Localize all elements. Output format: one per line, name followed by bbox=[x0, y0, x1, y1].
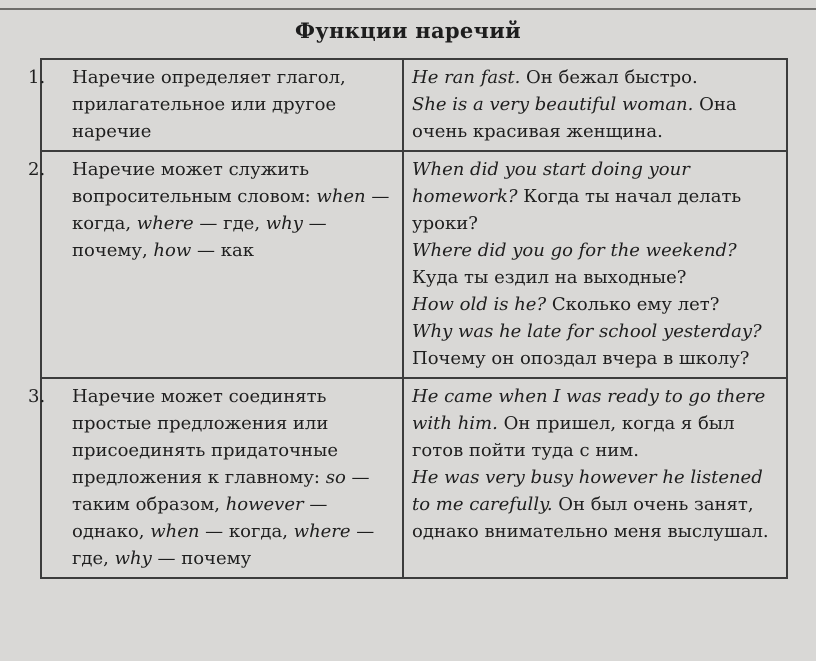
table-row bbox=[41, 59, 787, 151]
function-description: Наречие может соединять простые предложения или присоединять придаточные предложения к главному: bbox=[72, 386, 339, 488]
adverb-translation: — таким образом, bbox=[72, 467, 370, 515]
top-rule bbox=[0, 8, 816, 10]
function-description-cell bbox=[28, 378, 403, 578]
adverb-translation: — однако, bbox=[72, 494, 328, 542]
example-russian: Он был очень занят, однако внимательно меня выслушал. bbox=[412, 494, 769, 542]
example-english: He ran fast. bbox=[412, 67, 521, 88]
example-english: When did you start doing your homework? bbox=[412, 159, 690, 207]
table-row bbox=[41, 378, 787, 578]
example bbox=[412, 291, 778, 318]
adverb-term: why bbox=[265, 213, 303, 234]
example-english: She is a very beautiful woman. bbox=[412, 94, 694, 115]
example-english: He came when I was ready to go there with him. bbox=[412, 386, 766, 434]
examples-cell bbox=[403, 151, 787, 378]
adverb-translation: — где, bbox=[193, 213, 266, 234]
adverb-term: how bbox=[153, 240, 192, 261]
example-russian: Сколько ему лет? bbox=[546, 294, 720, 315]
example-russian: Он пришел, когда я был готов пойти туда с ним. bbox=[412, 413, 735, 461]
example-russian: Он бежал быстро. bbox=[520, 67, 698, 88]
functions-table bbox=[28, 58, 788, 579]
adverb-translation: — где, bbox=[72, 521, 375, 569]
function-description: Наречие определяет глагол, прилагательное или другое наречие bbox=[72, 67, 346, 142]
example bbox=[412, 91, 778, 145]
example bbox=[412, 383, 778, 464]
adverb-translation: — почему, bbox=[72, 213, 327, 261]
example-russian: Почему он опоздал вчера в школу? bbox=[412, 348, 750, 369]
function-description-cell bbox=[28, 151, 403, 378]
page-title: Функции наречий bbox=[295, 18, 521, 43]
adverb-term: however bbox=[225, 494, 304, 515]
example-russian: Куда ты ездил на выходные? bbox=[412, 267, 687, 288]
adverb-translation: — почему bbox=[151, 548, 252, 569]
row-number: 1. bbox=[28, 67, 46, 88]
examples-cell bbox=[403, 378, 787, 578]
adverb-term: where bbox=[136, 213, 194, 234]
example-russian: Когда ты начал делать уроки? bbox=[412, 186, 742, 234]
example bbox=[412, 464, 778, 545]
adverb-term: why bbox=[114, 548, 152, 569]
adverb-term: where bbox=[293, 521, 351, 542]
example-english: He was very busy however he listened to me carefully. bbox=[412, 467, 763, 515]
row-number: 2. bbox=[28, 159, 46, 180]
adverb-translation: — как bbox=[191, 240, 254, 261]
example bbox=[412, 64, 778, 91]
examples-cell bbox=[403, 59, 787, 151]
function-description: Наречие может служить вопросительным словом: bbox=[72, 159, 317, 207]
row-number: 3. bbox=[28, 386, 46, 407]
example-english: How old is he? bbox=[412, 294, 547, 315]
adverb-term: so bbox=[325, 467, 346, 488]
table-row bbox=[41, 151, 787, 378]
example bbox=[412, 156, 778, 237]
example bbox=[412, 318, 778, 372]
example-english: Where did you go for the weekend? bbox=[412, 240, 737, 261]
example-english: Why was he late for school yesterday? bbox=[412, 321, 762, 342]
adverb-translation: — когда, bbox=[72, 186, 390, 234]
function-description-cell bbox=[28, 59, 403, 151]
example bbox=[412, 237, 778, 291]
adverb-term: when bbox=[316, 186, 366, 207]
adverb-translation: — когда, bbox=[199, 521, 294, 542]
example-russian: Она очень красивая женщина. bbox=[412, 94, 737, 142]
adverb-term: when bbox=[150, 521, 200, 542]
